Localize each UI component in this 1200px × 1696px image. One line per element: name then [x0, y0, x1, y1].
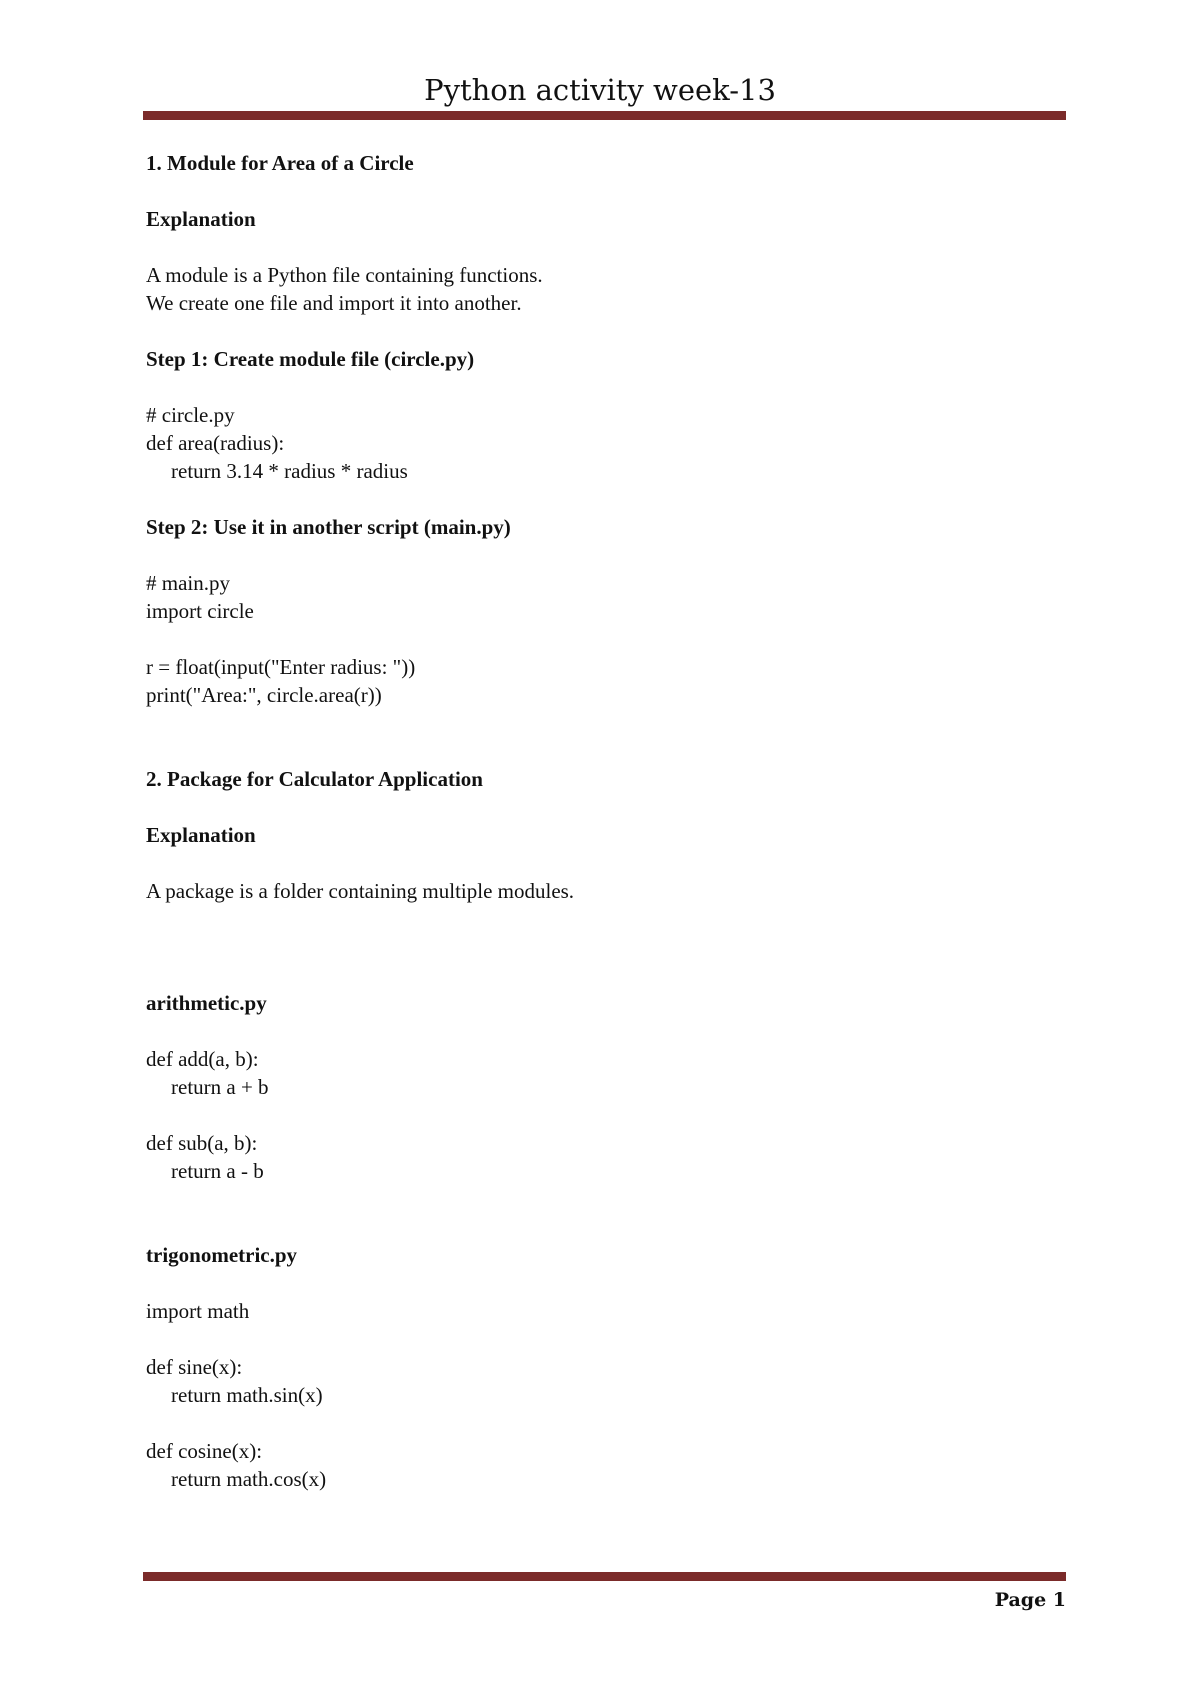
- code-line: return 3.14 * radius * radius: [171, 459, 408, 483]
- explanation-heading: Explanation: [146, 207, 256, 231]
- document-body: [146, 149, 1066, 1493]
- code-line: print("Area:", circle.area(r)): [146, 683, 382, 707]
- step-heading: Step 1: Create module file (circle.py): [146, 347, 475, 371]
- code-line: def area(radius):: [146, 431, 285, 455]
- code-line: def cosine(x):: [146, 1439, 263, 1463]
- file-heading: arithmetic.py: [146, 991, 267, 1015]
- page-number: Page 1: [994, 1589, 1066, 1611]
- code-line: import circle: [146, 599, 254, 623]
- explanation-heading: Explanation: [146, 823, 256, 847]
- explanation-line: We create one file and import it into another.: [146, 291, 522, 315]
- footer-rule: [143, 1572, 1066, 1581]
- code-line: return a + b: [171, 1075, 269, 1099]
- explanation-line: A module is a Python file containing functions.: [146, 263, 543, 287]
- code-line: return a - b: [171, 1159, 264, 1183]
- explanation-line: A package is a folder containing multiple modules.: [146, 879, 575, 903]
- code-line: import math: [146, 1299, 250, 1323]
- step-heading: Step 2: Use it in another script (main.py): [146, 515, 511, 539]
- code-line: return math.sin(x): [171, 1383, 323, 1407]
- code-line: return math.cos(x): [171, 1467, 327, 1491]
- document-header-title: Python activity week-13: [424, 73, 776, 107]
- code-line: def sine(x):: [146, 1355, 243, 1379]
- code-line: def sub(a, b):: [146, 1131, 258, 1155]
- section-heading: 1. Module for Area of a Circle: [146, 151, 414, 175]
- code-line: # main.py: [146, 571, 230, 595]
- file-heading: trigonometric.py: [146, 1243, 298, 1267]
- code-line: r = float(input("Enter radius: ")): [146, 655, 416, 679]
- code-line: def add(a, b):: [146, 1047, 259, 1071]
- code-line: # circle.py: [146, 403, 235, 427]
- section-heading: 2. Package for Calculator Application: [146, 767, 483, 791]
- header-rule: [143, 111, 1066, 120]
